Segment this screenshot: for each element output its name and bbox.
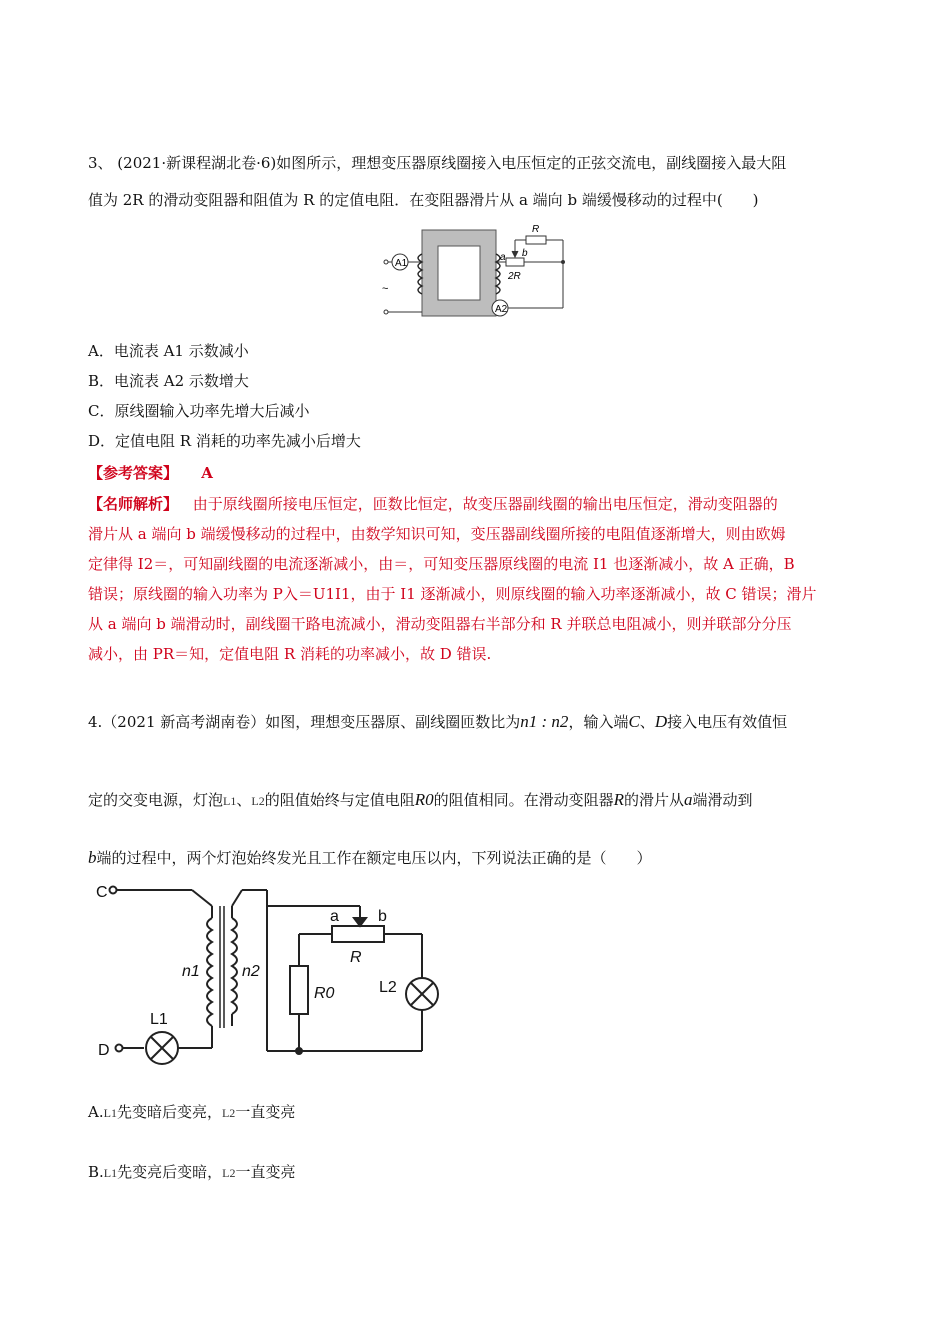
- q4-fig-lamp-l2-label: L2: [379, 979, 397, 996]
- q4-fig-n1-label: n1: [182, 963, 200, 980]
- q4-stem-text-2c: 的阻值相同。在滑动变阻器: [433, 791, 614, 809]
- q3-analysis-line-2: [88, 524, 868, 544]
- q4-fig-n2-label: n2: [242, 963, 260, 980]
- q4-option-b-end: 一直变亮: [235, 1163, 296, 1181]
- q3-analysis-line-1: [88, 494, 868, 514]
- q4-stem-text-2e: 端滑动到: [692, 791, 753, 809]
- q3-analysis-text-5: 从 a 端向 b 端滑动时，副线圈干路电流减小，滑动变阻器右半部分和 R 并联总电阻减小，则并联部分分压: [88, 615, 792, 633]
- q3-analysis-text-3: 定律得 I2＝，可知副线圈的电流逐渐减小，由＝，可知变压器原线圈的电流 I1 也逐渐减小，故 A 正确，B: [88, 555, 795, 573]
- q4-fig-end-b-label: b: [378, 908, 387, 925]
- q4-stem-line-3: [88, 848, 868, 868]
- q4-circuit-figure: [92, 876, 452, 1096]
- q3-stem-line-2: [88, 190, 868, 210]
- q3-analysis-text-2: 滑片从 a 端向 b 端缓慢移动的过程中，由数学知识可知，变压器副线圈所接的电阻值逐渐增大，则由欧姆: [88, 525, 786, 543]
- q4-stem-sep: 、: [639, 713, 655, 731]
- q3-option-c: [88, 401, 868, 421]
- q3-answer-line: [88, 463, 868, 483]
- q4-fig-end-a-label: a: [330, 908, 339, 925]
- q4-terminal-d: D: [654, 712, 668, 731]
- q3-analysis-label: 【名师解析】: [88, 495, 179, 513]
- q4-stem-text-2b: 的阻值始终与定值电阻: [264, 791, 415, 809]
- q4-option-a-l1-symbol: L1: [103, 1106, 117, 1120]
- q3-option-b-text: B．电流表 A2 示数增大: [88, 372, 249, 390]
- q4-stem-line-1: [88, 712, 868, 732]
- q3-fig-resistor-r-label: R: [532, 224, 540, 235]
- q3-stem-text-1: 3、 (2021·新课程湖北卷·6)如图所示，理想变压器原线圈接入电压恒定的正弦交流电，副线圈接入最大阻: [88, 154, 787, 172]
- q3-analysis-line-3: [88, 554, 868, 574]
- q3-analysis-text-4: 错误；原线圈的输入功率为 P入＝U1I1，由于 I1 逐渐减小，则原线圈的输入功率逐渐减小，故 C 错误；滑片: [88, 585, 817, 603]
- q4-stem-text-1a: 4.（2021 新高考湖南卷）如图，理想变压器原、副线圈匝数比为: [88, 713, 521, 731]
- q4-option-b-mid: 先变亮后变暗，: [117, 1163, 223, 1181]
- q3-option-a-text: A．电流表 A1 示数减小: [88, 342, 249, 360]
- q3-answer-value: A: [201, 464, 213, 482]
- q3-option-b: [88, 371, 868, 391]
- q4-stem-text-2a: 定的交变电源，灯泡: [88, 791, 224, 809]
- q4-fig-rheostat-label: R: [350, 949, 362, 966]
- q4-fig-lamp-l1-label: L1: [150, 1011, 168, 1028]
- q3-analysis-line-4: [88, 584, 868, 604]
- q4-stem-text-3: 端的过程中，两个灯泡始终发光且工作在额定电压以内，下列说法正确的是（ ）: [96, 849, 652, 867]
- q4-fig-resistor-r0-label: R0: [314, 985, 335, 1002]
- q3-option-a: [88, 341, 868, 361]
- q4-stem-line-2: 定的交变电源，灯泡L1、L2的阻值始终与定值电阻R0的阻值相同。在滑动变阻器R的滑片从a端滑动到: [88, 790, 753, 809]
- q4-option-a-end: 一直变亮: [235, 1103, 296, 1121]
- q3-fig-end-b-label: b: [522, 248, 528, 259]
- q4-resistor-r0-symbol: R0: [414, 790, 434, 809]
- q4-option-b: [88, 1162, 868, 1183]
- q3-analysis-line-5: [88, 614, 868, 634]
- q3-fig-rheostat-label: 2R: [508, 271, 521, 282]
- q3-circuit-figure: [378, 216, 578, 328]
- q3-analysis-line-6: [88, 644, 868, 664]
- q4-option-a-mid: 先变暗后变亮，: [116, 1103, 222, 1121]
- q3-analysis-text-1: 由于原线圈所接电压恒定，匝数比恒定，故变压器副线圈的输出电压恒定，滑动变阻器的: [192, 495, 778, 513]
- q4-stem-text-2d: 的滑片从: [624, 791, 685, 809]
- q4-lamp-l1-symbol: L1: [223, 794, 237, 808]
- q3-fig-ammeter-a2-label: A2: [495, 304, 508, 315]
- q4-end-a-symbol: a: [684, 790, 693, 809]
- q3-stem-line-1: [88, 153, 868, 173]
- q4-stem-text-1b: ，输入端: [568, 713, 629, 731]
- q4-option-a-l2-symbol: L2: [221, 1106, 236, 1120]
- q3-option-c-text: C．原线圈输入功率先增大后减小: [88, 402, 310, 420]
- q3-fig-ammeter-a1-label: A1: [395, 258, 408, 269]
- q3-option-d: [88, 431, 868, 451]
- q4-option-b-l2-symbol: L2: [222, 1166, 236, 1180]
- q3-analysis-text-6: 减小，由 PR＝知，定值电阻 R 消耗的功率减小，故 D 错误.: [88, 645, 492, 663]
- q3-stem-text-2: 值为 2R 的滑动变阻器和阻值为 R 的定值电阻．在变阻器滑片从 a 端向 b 端缓慢移动的过程中( ): [88, 191, 759, 209]
- q4-fig-terminal-c-label: C: [96, 884, 108, 901]
- q4-rheostat-r-symbol: R: [613, 790, 625, 809]
- q4-option-b-prefix: B.: [88, 1163, 104, 1181]
- q3-fig-ac-source-label: ~: [382, 283, 389, 295]
- q4-lamp-l2-symbol: L2: [251, 794, 265, 808]
- q4-option-a-prefix: A.: [88, 1103, 104, 1121]
- q4-option-a: [88, 1102, 868, 1123]
- q4-option-b-l1-symbol: L1: [103, 1166, 118, 1180]
- q4-fig-terminal-d-label: D: [98, 1042, 110, 1059]
- q3-fig-end-a-label: a: [500, 252, 506, 263]
- q4-terminal-c: C: [628, 712, 640, 731]
- q3-option-d-text: D．定值电阻 R 消耗的功率先减小后增大: [88, 432, 361, 450]
- q4-end-b-symbol: b: [88, 848, 97, 867]
- q4-stem-text-1c: 接入电压有效值恒: [667, 713, 788, 731]
- q4-turns-ratio: n1 : n2: [520, 712, 569, 731]
- q3-answer-label: 【参考答案】: [88, 464, 179, 482]
